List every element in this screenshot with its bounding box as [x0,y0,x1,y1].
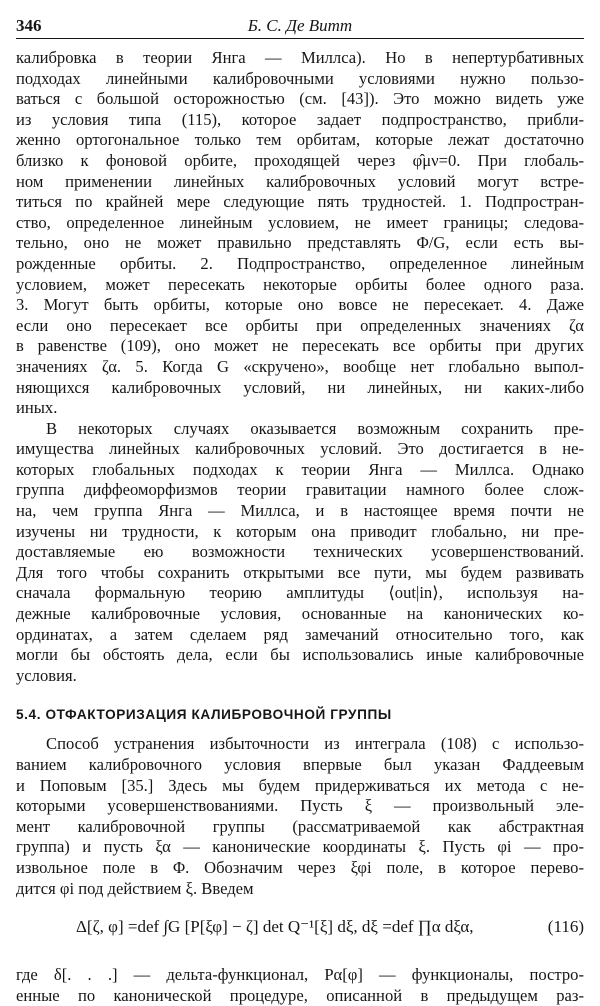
text-line: дежные калибровочные условия, основанные на канонических ко- [16,604,584,624]
text-line: условия. [16,665,77,685]
equation-116 [16,903,584,959]
text-line: которыми усовершенствованиями. Пусть ξ — произвольный эле- [16,796,584,816]
text-line: Для того чтобы сохранить открытыми все пути, мы будем развивать [16,562,584,582]
paragraph-linear-gauge [16,419,584,687]
text-line: дится φi под действием ξ. Введем [16,878,254,898]
text-line: если оно пересекает все орбиты при определенных значениях ζα [16,315,584,335]
equation-body: Δ[ζ, φ] =def ∫G [P[ξφ] − ζ] det Q⁻¹[ξ] dξ, dξ =def ∏α dξα, [76,917,474,937]
text-line: доставляемые ею возможности технических усовершенствований. [16,542,584,562]
text-line: близко к фоновой орбите, проходящей через φ̂μν=0. При глобаль- [16,150,584,170]
text-line: В некоторых случаях оказывается возможным сохранить пре- [46,418,584,438]
page-body [16,48,584,1006]
text-line: 3. Могут быть орбиты, которые оно вовсе не пересекает. 4. Даже [16,295,584,315]
paragraph-faddeev-popov [16,734,584,899]
page-header [16,14,584,39]
text-line: ном применении линейных калибровочных условий могут встре- [16,171,584,191]
text-line: Способ устранения избыточности из интеграла (108) с использо- [46,734,584,754]
text-line: женно ортогональное только тем орбитам, которые лежат достаточно [16,130,584,150]
text-line: калибровка в теории Янга — Миллса). Но в непертурбативных [16,48,584,67]
equation-number: (116) [547,917,584,937]
text-line: группа диффеоморфизмов теории гравитации намного более слож- [16,480,584,500]
text-line: в равенстве (109), оно может не пересекать все орбиты при других [16,336,584,356]
text-line: могли бы обстоять дела, если бы использовались иные калибровочные [16,645,584,665]
text-line: ординатах, а затем сделаем ряд замечаний относительно того, как [16,624,584,644]
section-heading: 5.4. ОТФАКТОРИЗАЦИЯ КАЛИБРОВОЧНОЙ ГРУППЫ [16,707,392,723]
page-number: 346 [16,16,42,35]
text-line: где δ[. . .] — дельта-функционал, Pα[φ] — функционалы, постро- [16,965,584,985]
text-line: условием, может пересекать некоторые орбиты более одного раза. [16,274,584,294]
text-line: енные по канонической процедуре, описанной в предыдущем раз- [16,985,584,1005]
text-line: тельно, оно не может правильно представлять Φ/G, если есть вы- [16,233,584,253]
text-line: сначала формальную теорию амплитуды ⟨out|in⟩, используя на- [16,583,584,603]
text-line: рожденные орбиты. 2. Подпространство, определенное линейным [16,253,584,273]
paragraph-gauge-difficulties [16,48,584,419]
text-line: ство, определенное линейным условием, не имеет границы; следова- [16,212,584,232]
text-line: значениях ζα. 5. Когда G «скручено», вообще нет глобально выпол- [16,356,584,376]
text-line: из условия типа (115), которое задает подпространство, прибли- [16,109,584,129]
text-line: которых глобальных подходах к теории Янга — Миллса. Однако [16,459,584,479]
text-line: подходах линейными калибровочными условиями нужно пользо- [16,68,584,88]
paragraph-tail [16,965,584,1006]
text-line: ваться с большой осторожностью (см. [43]). Это можно видеть уже [16,89,584,109]
running-head: Б. С. Де Витт [247,16,353,35]
text-line: группа) и пусть ξα — канонические координаты ξ. Пусть φi — про- [16,837,584,857]
text-line: имущества линейных калибровочных условий. Это достигается в не- [16,439,584,459]
text-line: на, чем группа Янга — Миллса, и в настоящее время почти не [16,501,584,521]
text-line: мент калибровочной группы (рассматриваемой как абстрактная [16,816,584,836]
text-line: и Поповым [35.] Здесь мы будем придерживаться их метода с не- [16,775,584,795]
text-line: иных. [16,398,58,418]
text-line: ванием калибровочного условия впервые был указан Фаддеевым [16,755,584,774]
text-line: извольное поле в Φ. Обозначим через ξφi поле, в которое перево- [16,857,584,877]
text-line: титься по крайней мере следующие пять трудностей. 1. Подпростран- [16,192,584,212]
text-line: изучены ни трудности, к которым она приводит глобально, ни пре- [16,521,584,541]
text-line: няющихся калибровочных условий, ни линейных, ни каких-либо [16,377,584,397]
